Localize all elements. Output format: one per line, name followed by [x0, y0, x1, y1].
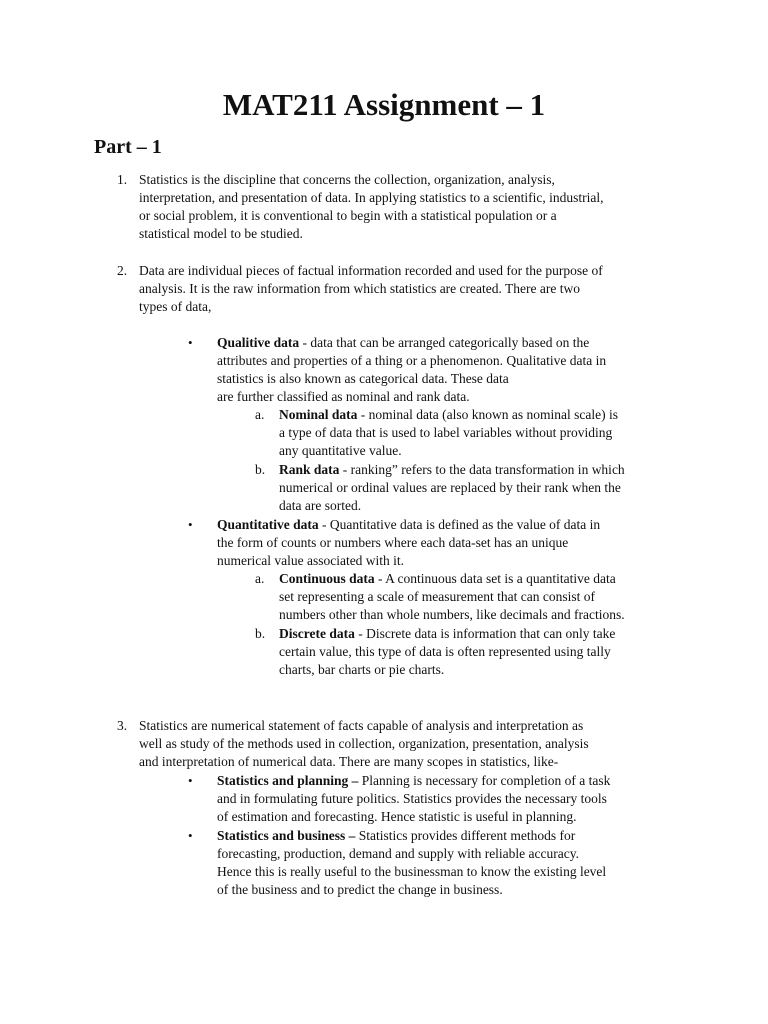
- text-line: Rank data - ranking” refers to the data transformation in which: [279, 462, 625, 477]
- bullet-icon: •: [188, 335, 193, 350]
- text-line: Statistics and planning – Planning is necessary for completion of a task: [217, 773, 611, 788]
- sub-continuous-data: [279, 570, 684, 624]
- sub-label: b.: [255, 462, 266, 477]
- outdent-line: are further classified as nominal and rank data.: [217, 389, 470, 404]
- text-line: or social problem, it is conventional to begin with a statistical population or a: [139, 208, 557, 224]
- text-line: set representing a scale of measurement that can consist of: [279, 589, 596, 605]
- text-line: forecasting, production, demand and supply with reliable accuracy.: [217, 846, 579, 862]
- text-line: Statistics are numerical statement of facts capable of analysis and interpretation as: [139, 718, 584, 733]
- sub-term: Nominal data: [279, 407, 358, 422]
- sub-label: a.: [255, 407, 265, 422]
- bullet-quantitative-data: [217, 516, 682, 570]
- bullet-statistics-and-planning: [217, 772, 682, 826]
- text-line: Nominal data - nominal data (also known as nominal scale) is: [279, 407, 618, 422]
- text-line: of the business and to predict the change in business.: [217, 882, 503, 898]
- sub-term: Rank data: [279, 462, 340, 477]
- text-line: numbers other than whole numbers, like decimals and fractions.: [279, 607, 625, 623]
- item-text: [139, 717, 679, 771]
- text-line: the form of counts or numbers where each data-set has an unique: [217, 535, 569, 551]
- sub-term: Continuous data: [279, 571, 375, 586]
- text-line: statistics is also known as categorical data. These data: [217, 371, 509, 387]
- bullet-icon: •: [188, 828, 193, 843]
- part-heading: Part – 1: [94, 136, 162, 158]
- sub-term: Discrete data: [279, 626, 355, 641]
- bullet-qualitive-data: [217, 334, 682, 388]
- bullet-term: Qualitive data: [217, 335, 300, 350]
- bullet-term: Statistics and planning –: [217, 773, 359, 788]
- text-line: certain value, this type of data is often represented using tally: [279, 644, 611, 660]
- text-line: a type of data that is used to label variables without providing: [279, 425, 613, 441]
- sub-rank-data: [279, 461, 684, 515]
- text-line: Hence this is really useful to the businessman to know the existing level: [217, 864, 607, 880]
- text-line: numerical or ordinal values are replaced by their rank when the: [279, 480, 621, 496]
- text-line: of estimation and forecasting. Hence statistic is useful in planning.: [217, 809, 577, 825]
- document-title: MAT211 Assignment – 1: [222, 87, 546, 122]
- bullet-statistics-and-business: [217, 827, 682, 899]
- bullet-term: Quantitative data: [217, 517, 319, 532]
- text-line: data are sorted.: [279, 498, 362, 514]
- item-text: [139, 171, 679, 243]
- sub-label: b.: [255, 626, 266, 641]
- text-line: charts, bar charts or pie charts.: [279, 662, 445, 678]
- text-line: Statistics is the discipline that concerns the collection, organization, analysis,: [139, 172, 555, 187]
- text-line: and interpretation of numerical data. There are many scopes in statistics, like-: [139, 754, 559, 770]
- text-line: Continuous data - A continuous data set is a quantitative data: [279, 571, 616, 586]
- item-number: 3.: [117, 718, 128, 733]
- sub-nominal-data: [279, 406, 684, 460]
- text-line: types of data,: [139, 299, 212, 315]
- bullet-term: Statistics and business –: [217, 828, 356, 843]
- text-line: and in formulating future politics. Statistics provides the necessary tools: [217, 791, 607, 807]
- text-line: Discrete data - Discrete data is information that can only take: [279, 626, 616, 641]
- text-line: well as study of the methods used in collection, organization, presentation, analysis: [139, 736, 589, 752]
- bullet-icon: •: [188, 517, 193, 532]
- text-line: interpretation, and presentation of data. In applying statistics to a scientific, industrial,: [139, 190, 604, 206]
- text-line: Qualitive data - data that can be arranged categorically based on the: [217, 335, 590, 350]
- item-number: 1.: [117, 172, 128, 187]
- text-line: any quantitative value.: [279, 443, 402, 459]
- item-number: 2.: [117, 263, 128, 278]
- bullet-icon: •: [188, 773, 193, 788]
- text-line: statistical model to be studied.: [139, 226, 303, 242]
- text-line: Data are individual pieces of factual information recorded and used for the purpose of: [139, 263, 603, 278]
- text-line: analysis. It is the raw information from which statistics are created. There are two: [139, 281, 580, 297]
- item-text: [139, 262, 679, 316]
- sub-discrete-data: [279, 625, 684, 679]
- text-line: Statistics and business – Statistics provides different methods for: [217, 828, 576, 843]
- text-line: Quantitative data - Quantitative data is defined as the value of data in: [217, 517, 601, 532]
- text-line: attributes and properties of a thing or a phenomenon. Qualitative data in: [217, 353, 607, 369]
- sub-label: a.: [255, 571, 265, 586]
- text-line: numerical value associated with it.: [217, 553, 405, 569]
